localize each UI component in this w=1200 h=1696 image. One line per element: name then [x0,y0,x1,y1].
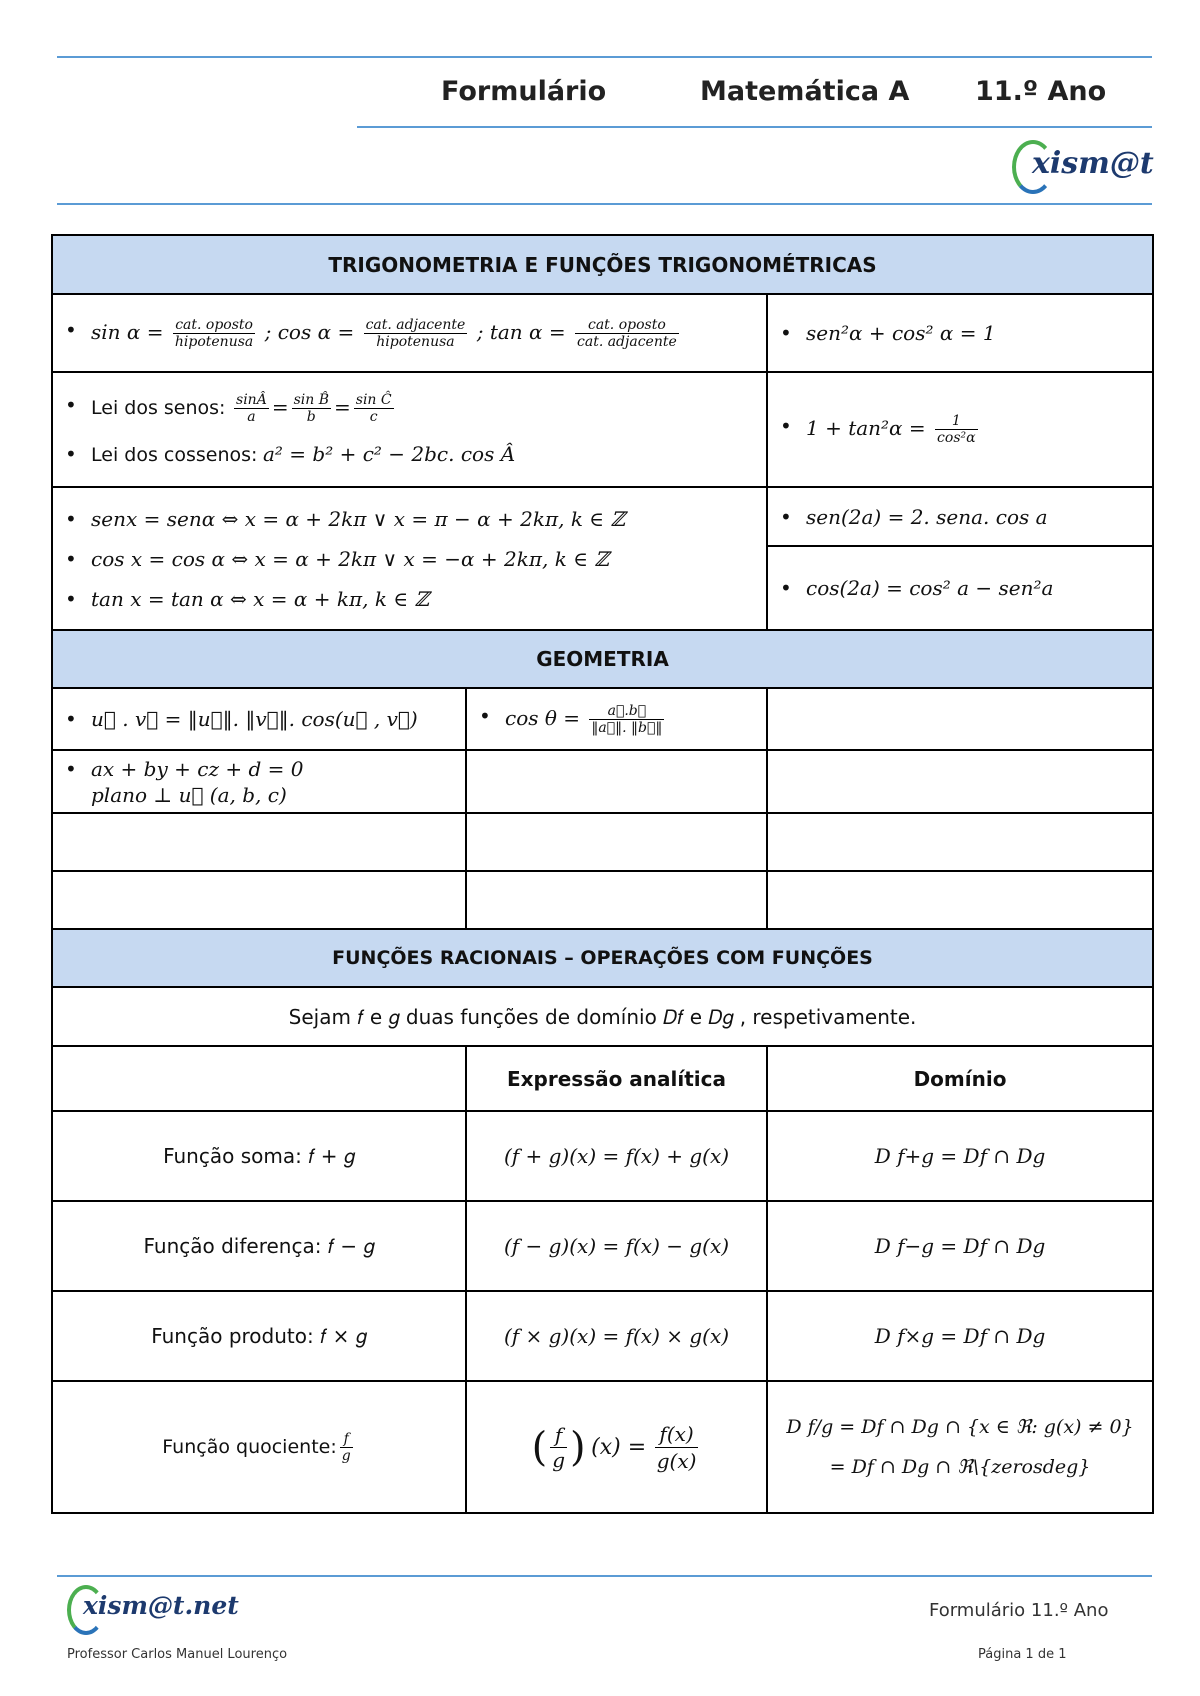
plane-normal: plano ⊥ u⃗ (a, b, c) [91,782,287,807]
op-expr-sum: (f + g)(x) = f(x) + g(x) [466,1111,767,1201]
geometry-empty-6 [767,813,1153,871]
op-domain-sum: D f+g = Df ∩ Dg [767,1111,1153,1201]
col-header-domain: Domínio [767,1046,1153,1111]
dot-product: • u⃗ . v⃗ = ‖u⃗‖. ‖v⃗‖. cos(u⃗ , v⃗) [63,706,455,732]
domain-quotient-line2: = Df ∩ Dg ∩ ℜ\{zerosdeg} [829,1456,1091,1478]
eq-sin: • senx = senα ⇔ x = α + 2kπ ∨ x = π − α + 2kπ, k ∈ ℤ [63,506,756,532]
geometry-empty-2 [466,750,767,813]
ops-header-empty [52,1046,466,1111]
footer-rule [57,1575,1152,1577]
op-domain-quotient [767,1381,1153,1513]
trig-ratios-cell [52,294,767,372]
tan-identity-cell [767,372,1153,487]
pythag-identity-cell [767,294,1153,372]
footer-author: Professor Carlos Manuel Lourenço [67,1647,288,1662]
cos-theta: • cos θ = $\frac{a⃗.b⃗}{‖a⃗‖. ‖b⃗‖}$ [477,703,756,736]
eq-cos: • cos x = cos α ⇔ x = α + 2kπ ∨ x = −α + 2kπ, k ∈ ℤ [63,546,756,572]
grade-title: 11.º Ano [975,76,1107,107]
section-title-rational: FUNÇÕES RACIONAIS – OPERAÇÕES COM FUNÇÕES [52,929,1153,987]
subject-title: Matemática A [700,76,910,107]
geometry-empty-3 [767,750,1153,813]
tan-identity: • 1 + tan²α = $\frac{1}{\text{cos²α}}$ [778,413,1142,446]
double-sin-cell [767,487,1153,546]
geometry-empty-1 [767,688,1153,750]
laws-cell [52,372,767,487]
geometry-empty-5 [466,813,767,871]
op-label-diff: Função diferença: 𝑓 − 𝑔 [52,1201,466,1291]
pythag-identity: • sen²α + cos² α = 1 [778,320,1142,346]
op-label-product: Função produto: 𝑓 × 𝑔 [52,1291,466,1381]
geometry-empty-9 [767,871,1153,929]
op-expr-quotient: ( $\frac{f}{g}$ ) (x) = $\frac{f(x)}{g(x)}$ [466,1381,767,1513]
geometry-empty-4 [52,813,466,871]
footer-logo [67,1585,247,1635]
double-angle-sin: • sen(2a) = 2. sena. cos a [778,504,1142,530]
header-mid-rule [357,126,1152,128]
plane-eq-cell [52,750,466,813]
op-expr-product: (f × g)(x) = f(x) × g(x) [466,1291,767,1381]
double-angle-cos: • cos(2a) = cos² a − sen²a [778,575,1142,601]
trig-ratios: • sin α = cat. oposto hipotenusa ; cos α = cat. adjacente hipotenusa ; tan α = cat. oposto cat. adjacente [63,317,756,350]
op-domain-product: D f×g = Df ∩ Dg [767,1291,1153,1381]
double-cos-cell [767,546,1153,630]
op-domain-diff: D f−g = Df ∩ Dg [767,1201,1153,1291]
header-top-rule [57,56,1152,58]
doc-title: Formulário [441,76,607,107]
dot-product-cell [52,688,466,750]
geometry-empty-8 [466,871,767,929]
op-label-quotient: Função quociente: [162,1435,337,1458]
header-bottom-rule [57,203,1152,205]
law-of-cosines: • Lei dos cossenos: a² = b² + c² − 2bc. cos Â [63,441,756,468]
footer-logo-text: xism@t.net [83,1591,239,1620]
op-label-quotient-cell: Função quociente: $\frac{f}{g}$ [52,1381,466,1513]
rational-intro: Sejam 𝑓 e 𝑔 duas funções de domínio 𝐷𝑓 e 𝐷𝑔 , respetivamente. [52,987,1153,1046]
footer-page-number: Página 1 de 1 [978,1647,1067,1662]
section-title-trig: TRIGONOMETRIA E FUNÇÕES TRIGONOMÉTRICAS [52,235,1153,294]
law-of-sines: • Lei dos senos: $\frac{\sin Â}{a}$ = $\frac{\text{sin B̂}}{b}$ = $\frac{\text{sin Ĉ}}{c}$ [63,392,756,425]
formula-table [51,234,1154,1514]
section-title-geometry: GEOMETRIA [52,630,1153,688]
header-logo [1012,138,1152,194]
logo-text: xism@t [1032,146,1154,181]
geometry-empty-7 [52,871,466,929]
eq-tan: • tan x = tan α ⇔ x = α + kπ, k ∈ ℤ [63,586,756,612]
trig-equations-cell [52,487,767,630]
footer-doc-title: Formulário 11.º Ano [929,1600,1109,1621]
op-label-sum: Função soma: 𝑓 + 𝑔 [52,1111,466,1201]
plane-equation: • ax + by + cz + d = 0 [63,756,455,782]
col-header-expression: Expressão analítica [466,1046,767,1111]
domain-quotient-line1: D f/g = Df ∩ Dg ∩ {x ∈ ℜ: g(x) ≠ 0} [786,1416,1134,1438]
cos-theta-cell [466,688,767,750]
op-expr-diff: (f − g)(x) = f(x) − g(x) [466,1201,767,1291]
